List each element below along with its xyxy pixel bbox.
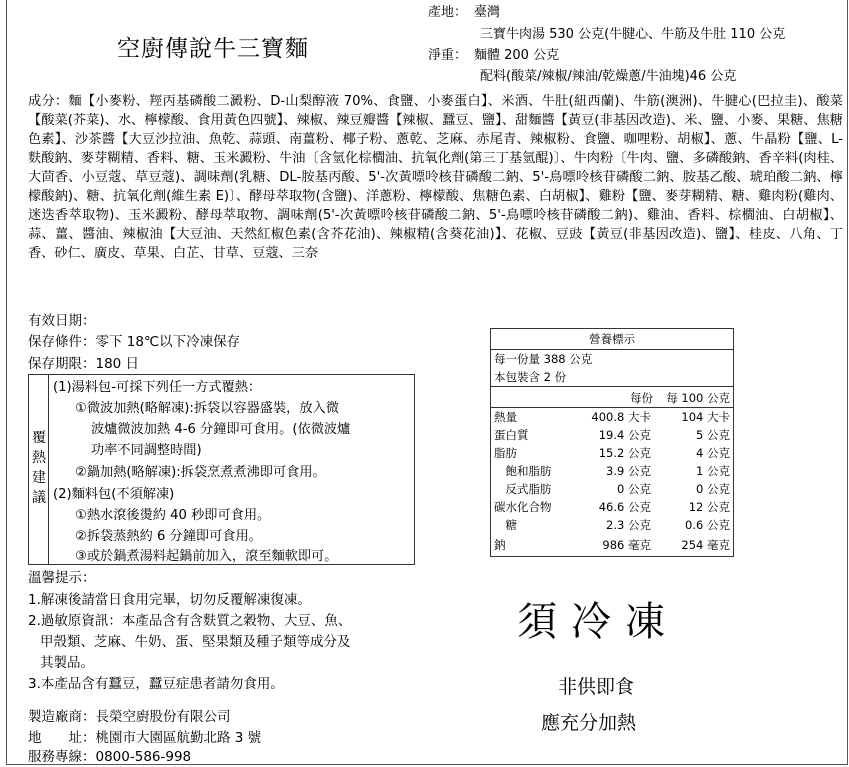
notice-line: 其製品。 bbox=[40, 655, 94, 671]
address: 地 址：桃園市大園區航勤北路 3 號 bbox=[28, 730, 262, 746]
notice-title: 溫馨提示： bbox=[28, 570, 96, 586]
nutrition-title: 營養標示 bbox=[589, 332, 635, 346]
nutrient-name: 反式脂肪 bbox=[494, 482, 552, 496]
nutrient-name: 糖 bbox=[494, 518, 517, 532]
nutrient-per-serving: 46.6 公克 bbox=[598, 500, 651, 514]
nutrient-per-100g: 5 公克 bbox=[696, 428, 730, 442]
nutrient-per-100g: 104 大卡 bbox=[681, 410, 730, 424]
nutrient-per-serving: 0 公克 bbox=[617, 482, 651, 496]
notice-line: 甲殼類、芝麻、牛奶、蛋、堅果類及種子類等成分及 bbox=[40, 634, 351, 650]
nutrient-per-100g: 1 公克 bbox=[696, 464, 730, 478]
net-weight-label: 淨重： bbox=[428, 48, 468, 63]
heating-line: (2)麵料包(不須解凍) bbox=[53, 487, 175, 502]
expiry-date: 有效日期： bbox=[28, 313, 96, 329]
storage-condition: 保存條件：零下 18℃以下冷凍保存 bbox=[28, 334, 241, 350]
notice-line: 1.解凍後請當日食用完畢，切勿反覆解凍復凍。 bbox=[28, 592, 311, 608]
nutrient-per-serving: 19.4 公克 bbox=[598, 428, 651, 442]
nutrient-per-serving: 15.2 公克 bbox=[598, 446, 651, 460]
heating-line: ①微波加熱(略解凍):拆袋以容器盛裝，放入微 bbox=[75, 401, 339, 416]
keep-frozen-heading: 須冷凍 bbox=[517, 599, 679, 645]
nutrient-per-100g: 0.6 公克 bbox=[685, 518, 730, 532]
service-hotline: 服務專線：0800-586-998 bbox=[28, 749, 192, 765]
heating-line: ②鍋加熱(略解凍):拆袋烹煮煮沸即可食用。 bbox=[75, 465, 326, 480]
net-weight-value: 麵體 200 公克 bbox=[474, 48, 560, 63]
serving-size: 每一份量 388 公克 bbox=[494, 352, 593, 366]
side-char: 議 bbox=[32, 490, 46, 506]
heating-line: 波爐微波加熱 4-6 分鐘即可食用。(依微波爐 bbox=[91, 422, 351, 437]
nutrition-table bbox=[490, 328, 734, 557]
col-per-serving: 每份 bbox=[630, 391, 653, 405]
col-per-100g: 每 100 公克 bbox=[666, 391, 730, 405]
heating-line: 功率不同調整時間) bbox=[91, 443, 202, 458]
heating-line: ②拆袋蒸熱約 6 分鐘即可食用。 bbox=[75, 529, 262, 544]
servings-count: 本包裝含 2 份 bbox=[494, 370, 567, 384]
nutrient-per-serving: 986 毫克 bbox=[602, 538, 651, 552]
nutrient-name: 鈉 bbox=[494, 538, 506, 552]
nutrient-per-100g: 4 公克 bbox=[696, 446, 730, 460]
product-title: 空廚傳說牛三寶麵 bbox=[117, 36, 309, 62]
nutrient-per-100g: 0 公克 bbox=[696, 482, 730, 496]
not-ready-to-eat: 非供即食 bbox=[558, 676, 635, 698]
heating-line: (1)湯料包-可採下列任一方式覆熱： bbox=[53, 380, 262, 395]
nutrient-per-serving: 2.3 公克 bbox=[606, 518, 651, 532]
nutrient-name: 碳水化合物 bbox=[494, 500, 552, 514]
origin-label: 產地： bbox=[428, 5, 468, 20]
shelf-life: 保存期限：180 日 bbox=[28, 356, 140, 372]
heating-line: ①熱水滾後燙約 40 秒即可食用。 bbox=[75, 508, 271, 523]
side-char: 建 bbox=[32, 470, 46, 486]
ingredients-text: 成分：麵【小麥粉、羥丙基磷酸二澱粉、D-山梨醇液 70%、食鹽、小麥蛋白】、米酒、牛肚(紐西蘭)、牛筋(澳洲)、牛腱心(巴拉圭)、酸菜【酸菜(芥菜)、水、檸檬酸、食用黃色四號】、辣椒、辣豆瓣醬【辣椒、蠶豆、鹽】、甜麵醬【黃豆(非基因改造)、米、鹽、小麥、果糖、焦糖色素】、沙茶醬【大豆沙拉油、魚乾、蒜頭、南薑粉、椰子粉、蔥乾、芝麻、赤尾青、辣椒粉、食鹽、咖哩粉、胡椒】、蔥、牛晶粉【鹽、L-麩酸鈉、麥芽糊精、香料、糖、玉米澱粉、牛油〔含氫化棕櫚油、抗氧化劑(第三丁基氫醌)〕、牛肉粉〔牛肉、鹽、多磷酸鈉、香辛料(肉桂、大茴香、小豆蔻、草豆蔻)、調味劑(乳糖、DL-胺基丙酸、5'-次黃嘌呤核苷磷酸二鈉、5'-鳥嘌呤核苷磷酸二鈉、胺基乙酸、琥珀酸二鈉、檸檬酸鈉)、糖、抗氧化劑(維生素 E)〕、酵母萃取物(含鹽)、洋蔥粉、檸檬酸、焦糖色素、白胡椒】、雞粉【鹽、麥芽糊精、糖、雞肉粉(雞肉、迷迭香萃取物)、玉米澱粉、酵母萃取物、調味劑(5'-次黃嘌呤核苷磷酸二鈉、5'-鳥嘌呤核苷磷酸二鈉)、雞油、香料、棕櫚油、白胡椒】、蒜、薑、醬油、辣椒油【大豆油、天然紅椒色素(含芥花油)、辣椒精(含葵花油)】、花椒、豆豉【黃豆(非基因改造)、鹽】、桂皮、八角、丁香、砂仁、廣皮、草果、白芷、甘草、豆蔻、三奈 bbox=[28, 94, 843, 261]
side-char: 熱 bbox=[32, 450, 46, 466]
condiments-weight: 配料(酸菜/辣椒/辣油/乾燥蔥/牛油塊)46 公克 bbox=[480, 69, 737, 84]
nutrient-per-100g: 254 毫克 bbox=[681, 538, 730, 552]
nutrient-per-serving: 3.9 公克 bbox=[606, 464, 651, 478]
soup-weight: 三寶牛肉湯 530 公克(牛腱心、牛筋及牛肚 110 公克 bbox=[480, 27, 786, 42]
nutrient-per-serving: 400.8 大卡 bbox=[591, 410, 651, 424]
heating-line: ③或於鍋煮湯料起鍋前加入，滾至麵軟即可。 bbox=[75, 549, 338, 564]
nutrient-name: 飽和脂肪 bbox=[494, 464, 552, 478]
nutrient-name: 熱量 bbox=[494, 410, 517, 424]
notice-line: 3.本產品含有蠶豆，蠶豆症患者請勿食用。 bbox=[28, 676, 284, 692]
nutrient-name: 脂肪 bbox=[494, 446, 517, 460]
notice-line: 2.過敏原資訊：本產品含有含麩質之穀物、大豆、魚、 bbox=[28, 613, 352, 629]
origin-value: 臺灣 bbox=[474, 5, 501, 20]
nutrient-name: 蛋白質 bbox=[494, 428, 529, 442]
heating-instructions bbox=[28, 374, 415, 565]
heating-side-label bbox=[29, 375, 49, 564]
heat-thoroughly: 應充分加熱 bbox=[541, 712, 637, 734]
side-char: 覆 bbox=[32, 430, 46, 446]
manufacturer: 製造廠商：長榮空廚股份有限公司 bbox=[28, 709, 231, 725]
nutrient-per-100g: 12 公克 bbox=[688, 500, 730, 514]
